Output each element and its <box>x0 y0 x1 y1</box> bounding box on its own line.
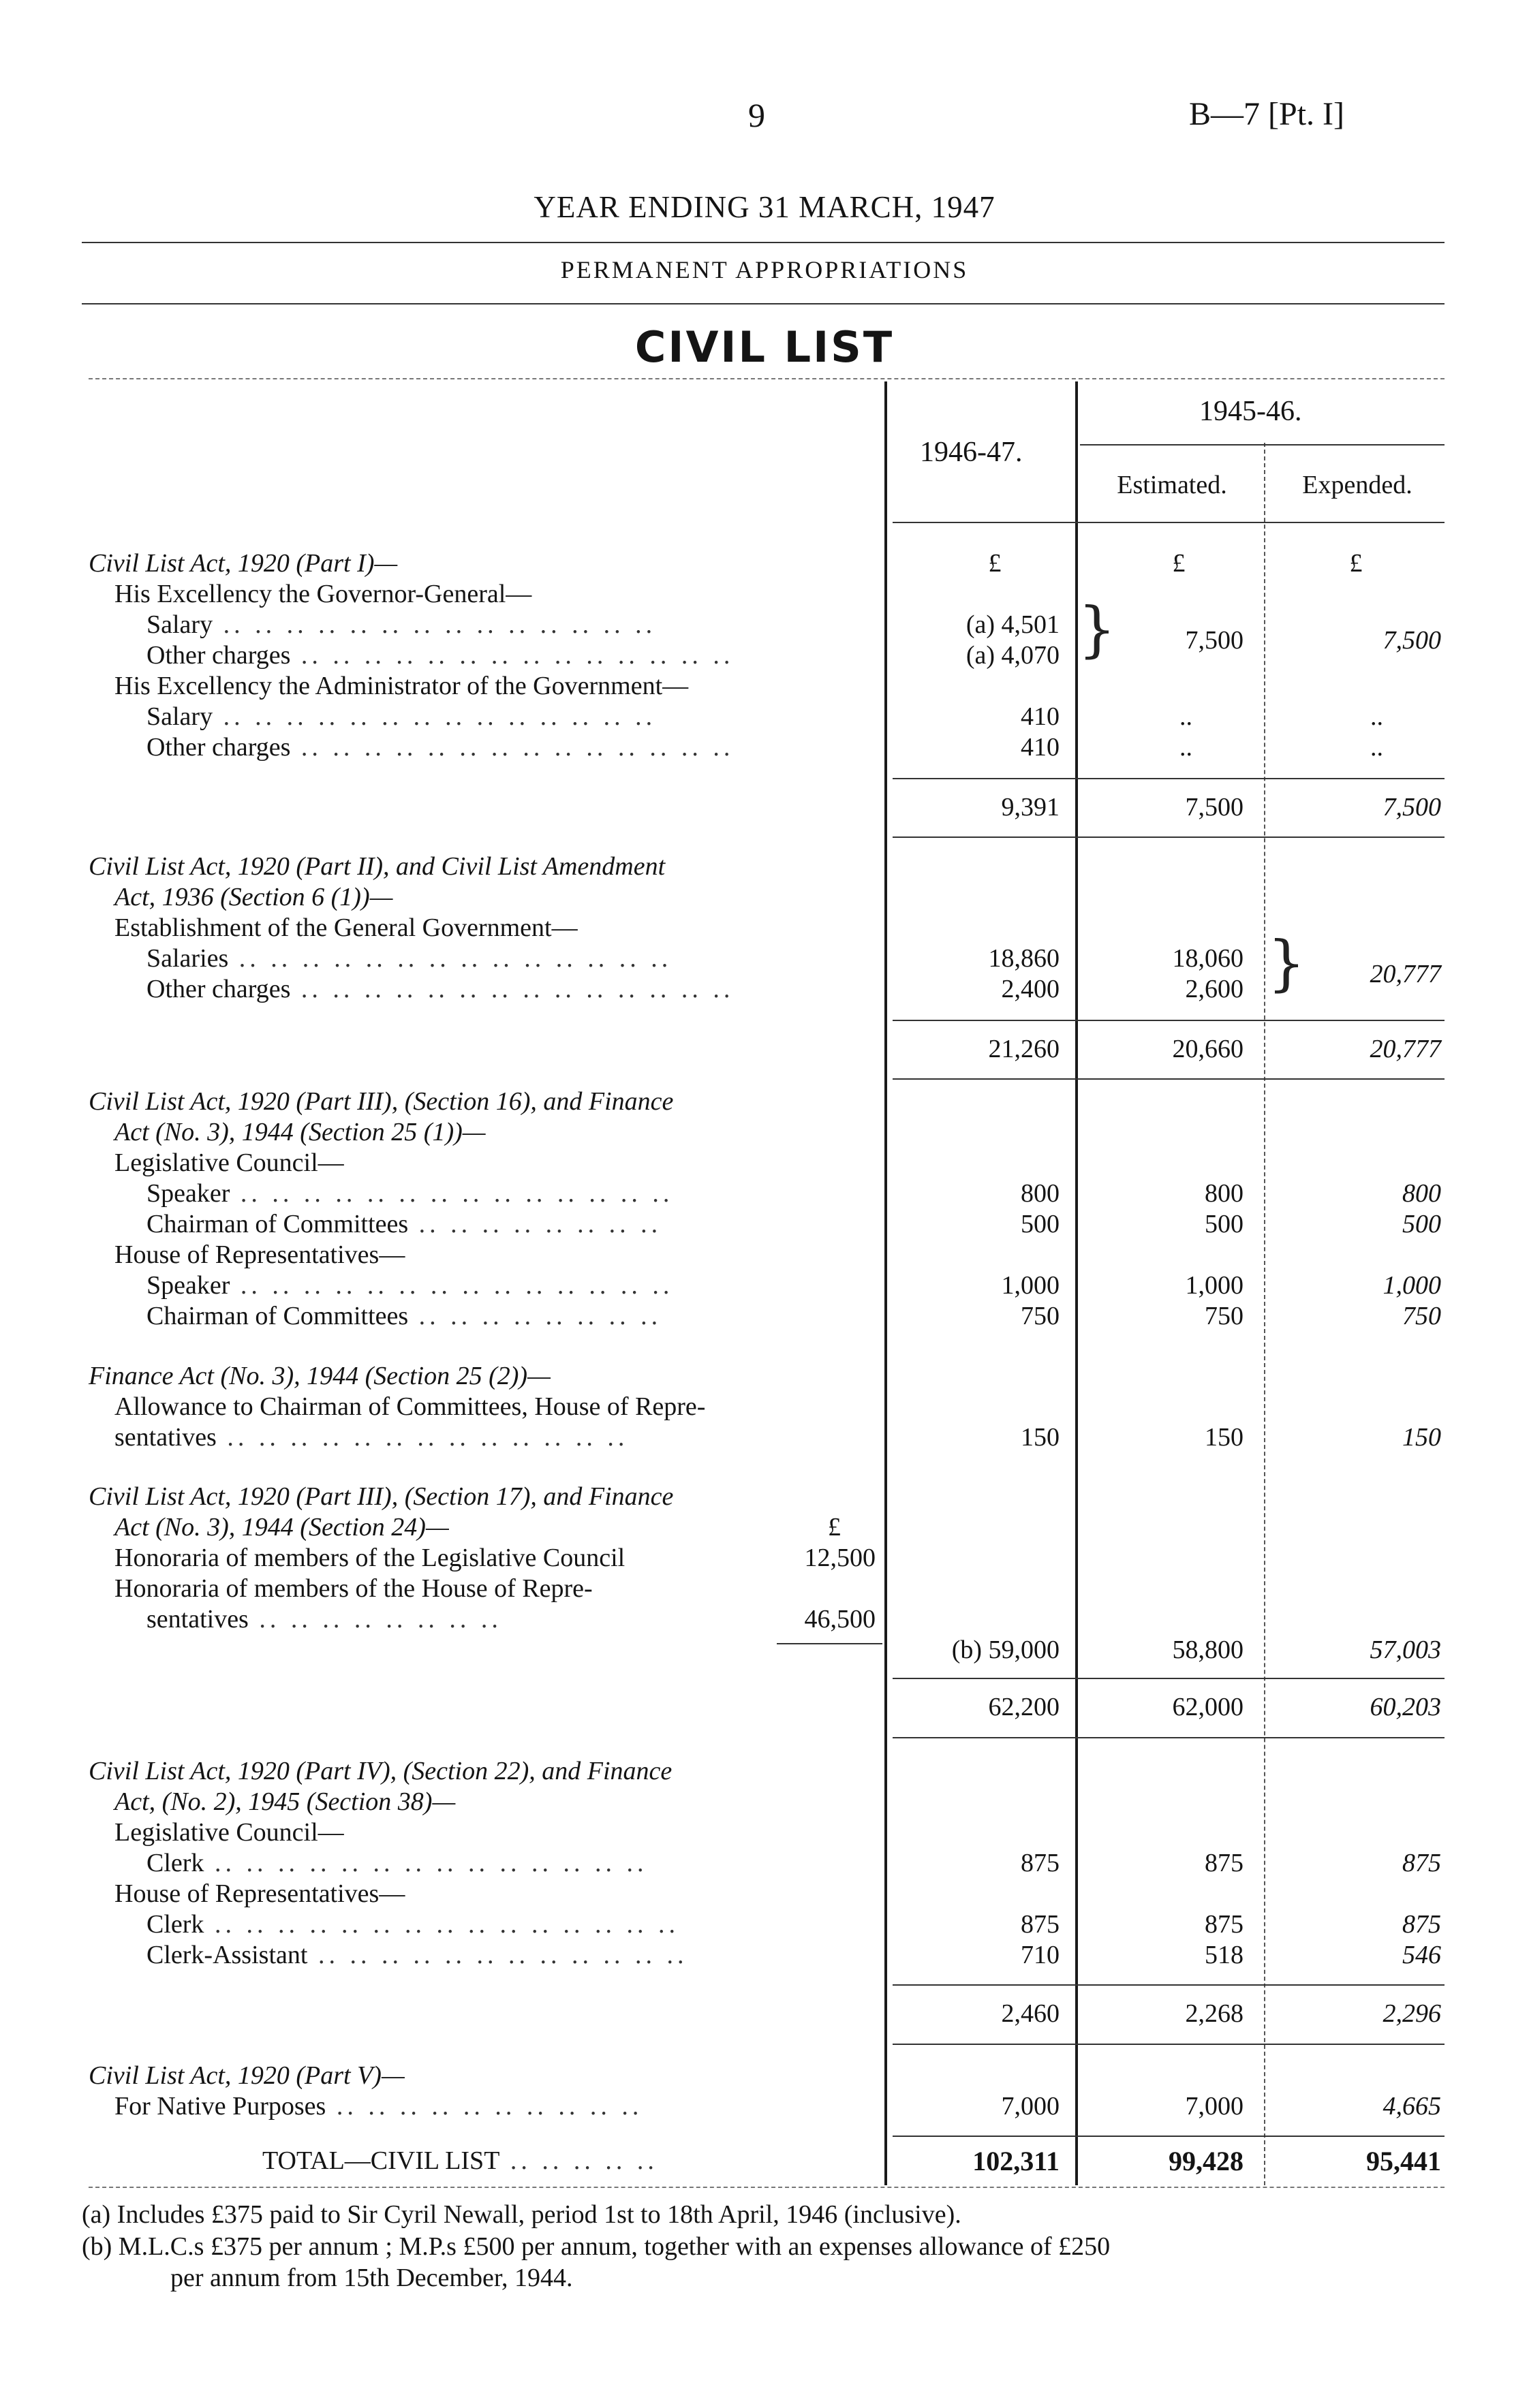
cell-expended: 875 <box>1402 1910 1441 1939</box>
cell-expended: 1,000 <box>1383 1271 1441 1300</box>
currency-label: £ <box>1172 549 1186 578</box>
cell-estimated: 7,000 <box>1185 2092 1244 2121</box>
cell-expended: 875 <box>1402 1849 1441 1877</box>
rule <box>893 1678 1445 1679</box>
cell-1946-47: 410 <box>1021 733 1060 762</box>
cell-estimated: 875 <box>1205 1849 1244 1877</box>
column-rule <box>1264 443 1265 2185</box>
cell-estimated: 1,000 <box>1185 1271 1244 1300</box>
cell-estimated: 150 <box>1205 1423 1244 1452</box>
grand-total-label: TOTAL—CIVIL LIST .. .. .. .. .. <box>262 2146 658 2175</box>
row-label: Other charges .. .. .. .. .. .. .. .. .. .. .. .. .. .. <box>146 975 735 1003</box>
section-heading-part-3: Civil List Act, 1920 (Part III), (Section 16), and Finance <box>89 1087 674 1116</box>
grand-total-1946-47: 102,311 <box>972 2146 1060 2176</box>
cell-1946-47: 800 <box>1021 1179 1060 1208</box>
rule <box>893 2136 1445 2137</box>
cell-1946-47: 750 <box>1021 1302 1060 1330</box>
currency-label: £ <box>828 1513 841 1542</box>
cell-estimated: 518 <box>1205 1941 1244 1969</box>
brace: } <box>1078 594 1116 664</box>
subtotal-1946-47: 21,260 <box>988 1035 1060 1063</box>
rule <box>89 378 1445 379</box>
cell-1946-47: 150 <box>1021 1423 1060 1452</box>
rule <box>893 2044 1445 2045</box>
cell-1946-47: 18,860 <box>988 944 1060 973</box>
cell-estimated: 800 <box>1205 1179 1244 1208</box>
subtotal-expended: 60,203 <box>1370 1693 1441 1721</box>
subtotal-estimated: 7,500 <box>1185 793 1244 822</box>
subtotal-expended: 20,777 <box>1370 1035 1441 1063</box>
row-label: Chairman of Committees .. .. .. .. .. .. .. .. <box>146 1210 662 1238</box>
cell-1946-47: 410 <box>1021 702 1060 731</box>
subtotal-1946-47: 62,200 <box>988 1693 1060 1721</box>
cell-estimated: 18,060 <box>1172 944 1244 973</box>
row-label: Allowance to Chairman of Committees, House of Repre- <box>114 1392 706 1421</box>
cell-1946-47: 500 <box>1021 1210 1060 1238</box>
cell-honoraria-council: 12,500 <box>804 1544 876 1572</box>
row-label: For Native Purposes .. .. .. .. .. .. .. .. .. .. <box>114 2092 643 2121</box>
rule <box>82 303 1445 304</box>
footnote-a: (a) Includes £375 paid to Sir Cyril Newall, period 1st to 18th April, 1946 (inclusive). <box>82 2200 961 2229</box>
rule <box>82 242 1445 243</box>
cell-expended: 7,500 <box>1383 626 1441 655</box>
rule <box>893 778 1445 779</box>
cell-1946-47: (b) 59,000 <box>951 1636 1060 1664</box>
cell-1946-47: 2,400 <box>1001 975 1060 1003</box>
rule <box>893 522 1445 523</box>
group-label: Establishment of the General Government— <box>114 913 578 942</box>
cell-1946-47: 875 <box>1021 1849 1060 1877</box>
group-label: His Excellency the Governor-General— <box>114 580 532 608</box>
brace: } <box>1267 928 1306 998</box>
rule <box>893 1737 1445 1738</box>
section-heading-part-2: Civil List Act, 1920 (Part II), and Civil List Amendment <box>89 852 666 881</box>
column-header-estimated: Estimated. <box>1117 471 1227 499</box>
section-heading-honoraria-cont: Act (No. 3), 1944 (Section 24)— <box>114 1513 449 1542</box>
page-title: CIVIL LIST <box>634 322 895 372</box>
row-label: Speaker .. .. .. .. .. .. .. .. .. .. .. .. .. .. <box>146 1271 674 1300</box>
row-label: Clerk .. .. .. .. .. .. .. .. .. .. .. .. .. .. .. <box>146 1910 679 1939</box>
section-heading-finance-act: Finance Act (No. 3), 1944 (Section 25 (2))— <box>89 1362 551 1390</box>
column-rule <box>884 381 887 2185</box>
subtotal-estimated: 62,000 <box>1172 1693 1244 1721</box>
column-header-expended: Expended. <box>1302 471 1412 499</box>
group-label: Legislative Council— <box>114 1148 344 1177</box>
rule <box>1080 444 1445 445</box>
section-heading-part-5: Civil List Act, 1920 (Part V)— <box>89 2061 405 2090</box>
row-label: Speaker .. .. .. .. .. .. .. .. .. .. .. .. .. .. <box>146 1179 674 1208</box>
row-label: Salary .. .. .. .. .. .. .. .. .. .. .. .. .. .. <box>146 702 657 731</box>
group-label: House of Representatives— <box>114 1879 405 1908</box>
grand-total-expended: 95,441 <box>1366 2146 1441 2176</box>
row-label: Clerk .. .. .. .. .. .. .. .. .. .. .. .. .. .. <box>146 1849 648 1877</box>
cell-1946-47: 7,000 <box>1001 2092 1060 2121</box>
cell-expended: 750 <box>1402 1302 1441 1330</box>
year-heading: YEAR ENDING 31 MARCH, 1947 <box>534 190 995 224</box>
subtotal-expended: 2,296 <box>1383 1999 1441 2028</box>
cell-estimated: 500 <box>1205 1210 1244 1238</box>
row-label: sentatives .. .. .. .. .. .. .. .. <box>146 1605 502 1633</box>
subtotal-estimated: 2,268 <box>1185 1999 1244 2028</box>
row-label: Chairman of Committees .. .. .. .. .. .. .. .. <box>146 1302 662 1330</box>
section-heading-part-4: Civil List Act, 1920 (Part IV), (Section 22), and Finance <box>89 1757 673 1785</box>
subtotal-estimated: 20,660 <box>1172 1035 1244 1063</box>
row-label: Clerk-Assistant .. .. .. .. .. .. .. .. .. .. .. .. <box>146 1941 688 1969</box>
cell-expended: 546 <box>1402 1941 1441 1969</box>
row-label: sentatives .. .. .. .. .. .. .. .. .. .. .. .. .. <box>114 1423 629 1452</box>
rule <box>893 1984 1445 1986</box>
cell-expended: 150 <box>1402 1423 1441 1452</box>
rule <box>777 1643 882 1644</box>
cell-expended: 800 <box>1402 1179 1441 1208</box>
cell-expended: 4,665 <box>1383 2092 1441 2121</box>
section-heading: PERMANENT APPROPRIATIONS <box>560 256 969 283</box>
section-heading-part-2-cont: Act, 1936 (Section 6 (1))— <box>114 883 393 911</box>
column-header-1946-47: 1946-47. <box>920 437 1023 468</box>
group-label: House of Representatives— <box>114 1240 405 1269</box>
row-label: Other charges .. .. .. .. .. .. .. .. .. .. .. .. .. .. <box>146 641 735 670</box>
cell-expended: 57,003 <box>1370 1636 1441 1664</box>
cell-estimated: 875 <box>1205 1910 1244 1939</box>
subtotal-1946-47: 2,460 <box>1001 1999 1060 2028</box>
cell-estimated: 58,800 <box>1172 1636 1244 1664</box>
row-label: Honoraria of members of the House of Repre- <box>114 1574 593 1603</box>
cell-expended: .. <box>1370 733 1383 762</box>
page-number: 9 <box>748 96 765 134</box>
row-label: Honoraria of members of the Legislative Council <box>114 1544 626 1572</box>
cell-1946-47: 1,000 <box>1001 1271 1060 1300</box>
cell-estimated: 750 <box>1205 1302 1244 1330</box>
cell-1946-47: 875 <box>1021 1910 1060 1939</box>
group-label: His Excellency the Administrator of the Government— <box>114 672 689 700</box>
currency-label: £ <box>1349 549 1363 578</box>
cell-1946-47: 710 <box>1021 1941 1060 1969</box>
section-heading-honoraria: Civil List Act, 1920 (Part III), (Section 17), and Finance <box>89 1482 674 1511</box>
grand-total-estimated: 99,428 <box>1169 2146 1244 2176</box>
cell-honoraria-house: 46,500 <box>804 1605 876 1633</box>
rule <box>89 2187 1445 2188</box>
row-label: Other charges .. .. .. .. .. .. .. .. .. .. .. .. .. .. <box>146 733 735 762</box>
cell-estimated: 7,500 <box>1185 626 1244 655</box>
subtotal-1946-47: 9,391 <box>1001 793 1060 822</box>
cell-expended: 20,777 <box>1370 960 1441 988</box>
cell-expended: .. <box>1370 702 1383 731</box>
cell-expended: 500 <box>1402 1210 1441 1238</box>
column-header-1945-46: 1945-46. <box>1199 396 1302 427</box>
cell-1946-47: (a) 4,070 <box>966 641 1060 670</box>
group-label: Legislative Council— <box>114 1818 344 1847</box>
section-heading-part-3-cont: Act (No. 3), 1944 (Section 25 (1))— <box>114 1118 486 1146</box>
rule <box>893 1020 1445 1021</box>
cell-estimated: .. <box>1179 733 1192 762</box>
section-heading-part-4-cont: Act, (No. 2), 1945 (Section 38)— <box>114 1787 456 1816</box>
document-reference: B—7 [Pt. I] <box>1189 96 1344 132</box>
rule <box>893 836 1445 838</box>
cell-estimated: .. <box>1179 702 1192 731</box>
footnote-b-cont: per annum from 15th December, 1944. <box>170 2264 573 2292</box>
row-label: Salary .. .. .. .. .. .. .. .. .. .. .. .. .. .. <box>146 610 657 639</box>
row-label: Salaries .. .. .. .. .. .. .. .. .. .. .. .. .. .. <box>146 944 673 973</box>
section-heading-part-1: Civil List Act, 1920 (Part I)— <box>89 549 398 578</box>
subtotal-expended: 7,500 <box>1383 793 1441 822</box>
footnote-b: (b) M.L.C.s £375 per annum ; M.P.s £500 per annum, together with an expenses allowance of £250 <box>82 2232 1111 2261</box>
cell-1946-47: (a) 4,501 <box>966 610 1060 639</box>
cell-estimated: 2,600 <box>1185 975 1244 1003</box>
currency-label: £ <box>988 549 1002 578</box>
rule <box>893 1078 1445 1080</box>
